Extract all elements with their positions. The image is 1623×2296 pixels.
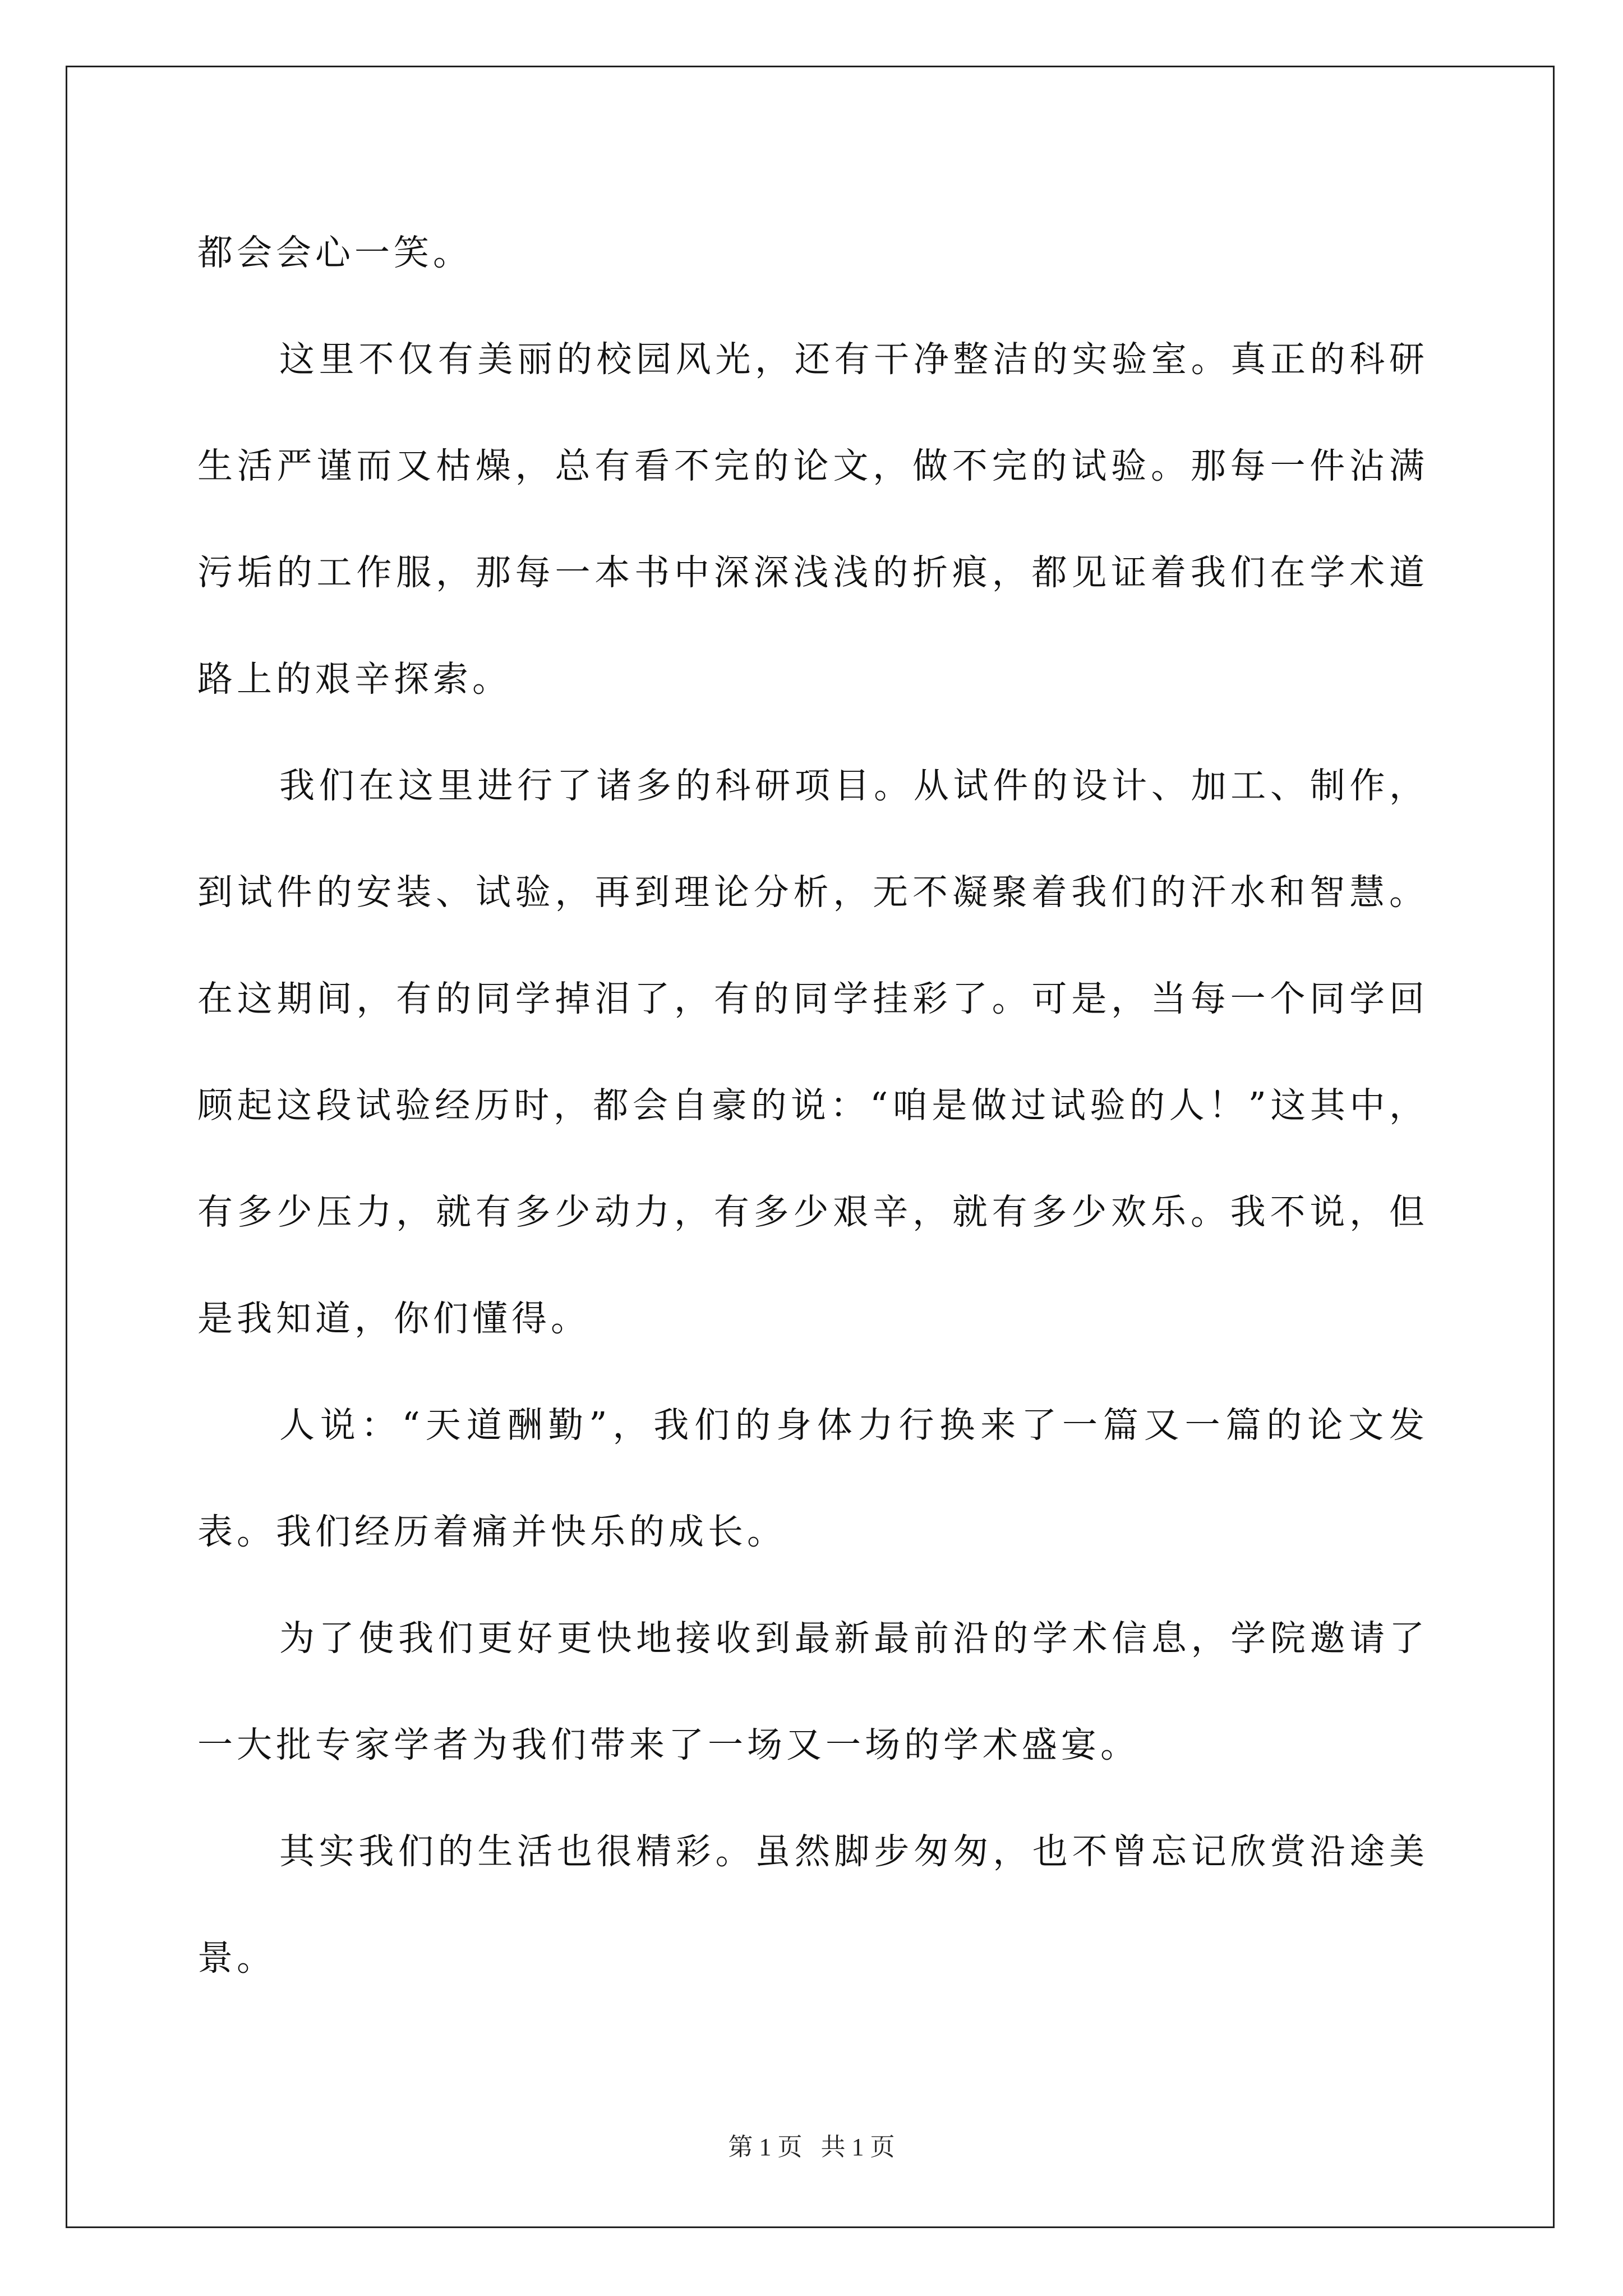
document-body [197, 200, 1428, 2012]
paragraph-4: 人说：“天道酬勤”，我们的身体力行换来了一篇又一篇的论文发表。我们经历着痛并快乐的成长。 [197, 1405, 1428, 1552]
paragraph-3: 我们在这里进行了诸多的科研项目。从试件的设计、加工、制作，到试件的安装、试验，再到理论分析，无不凝聚着我们的汗水和智慧。在这期间，有的同学掉泪了，有的同学挂彩了。可是，当每一个同学回顾起这段试验经历时，都会自豪的说：“咱是做过试验的人！”这其中，有多少压力，就有多少动力，有多少艰辛，就有多少欢乐。我不说，但是我知道，你们懂得。 [197, 765, 1428, 1339]
paragraph-1: 都会会心一笑。 [197, 232, 472, 273]
paragraph-2: 这里不仅有美丽的校园风光，还有干净整洁的实验室。真正的科研生活严谨而又枯燥，总有看不完的论文，做不完的试验。那每一件沾满污垢的工作服，那每一本书中深深浅浅的折痕，都见证着我们在学术道路上的艰辛探索。 [197, 339, 1428, 700]
paragraph-6: 其实我们的生活也很精彩。虽然脚步匆匆，也不曾忘记欣赏沿途美景。 [197, 1831, 1428, 1978]
page-number-footer: 第 1 页 共 1 页 [728, 2133, 895, 2161]
paragraph-5: 为了使我们更好更快地接收到最新最前沿的学术信息，学院邀请了一大批专家学者为我们带来了一场又一场的学术盛宴。 [197, 1618, 1428, 1765]
